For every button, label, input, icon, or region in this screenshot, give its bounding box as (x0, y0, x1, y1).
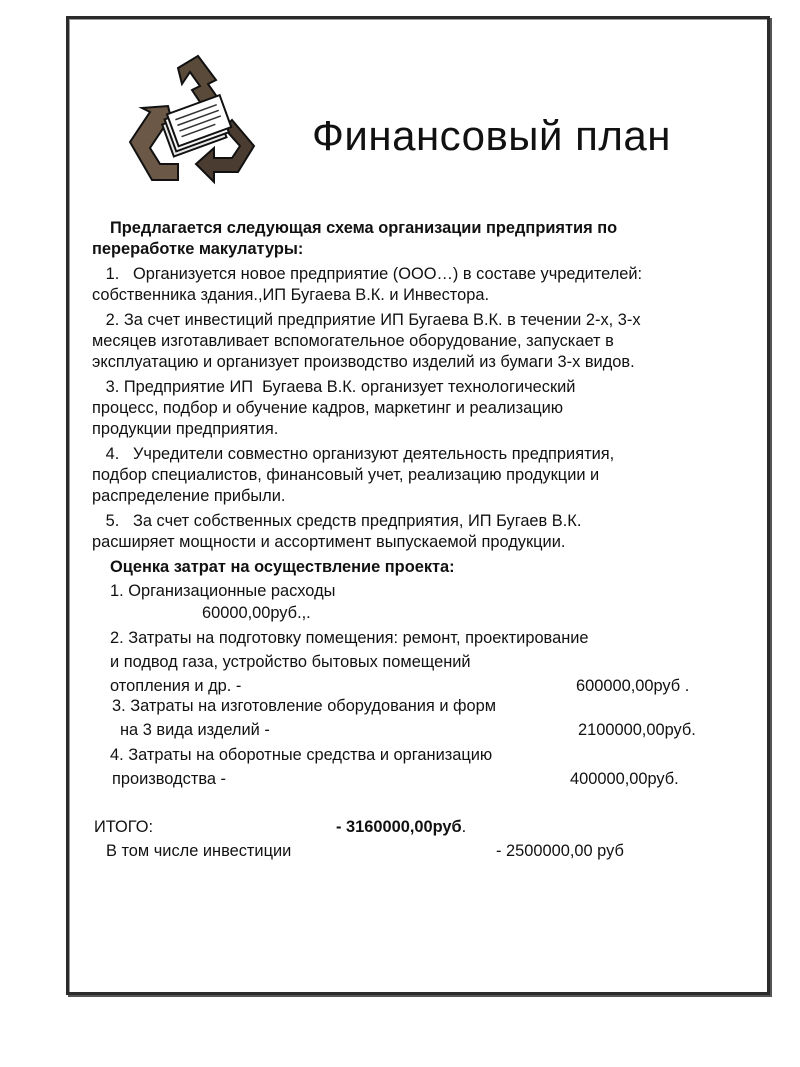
intro-heading (92, 218, 752, 260)
total-value: - 3160000,00руб (336, 818, 462, 836)
plan-item-3 (92, 377, 752, 440)
cost-1-label: 1. Организационные расходы (110, 582, 336, 600)
plan-item-3-line3: продукции предприятия. (92, 420, 279, 438)
plan-item-2-line3: эксплуатацию и организует производство изделий из бумаги 3-х видов. (92, 353, 635, 371)
total-value-wrap (336, 818, 466, 837)
costs-heading: Оценка затрат на осуществление проекта: (110, 558, 455, 576)
plan-item-1 (92, 264, 752, 306)
cost-4-line2: производства - (112, 770, 226, 788)
recycle-paper-icon (120, 50, 268, 190)
plan-item-4-line3: распределение прибыли. (92, 487, 286, 505)
cost-2-value: 600000,00руб . (576, 677, 690, 695)
plan-item-2 (92, 310, 752, 373)
plan-item-4-line2: подбор специалистов, финансовый учет, реализацию продукции и (92, 466, 600, 484)
plan-body (92, 218, 752, 557)
plan-item-5 (92, 511, 752, 553)
plan-item-3-line1: 3. Предприятие ИП Бугаева В.К. организует технологический (92, 378, 576, 396)
total-label: ИТОГО: (94, 818, 154, 836)
plan-item-3-line2: процесс, подбор и обучение кадров, маркетинг и реализацию (92, 399, 564, 417)
plan-item-2-line1: 2. За счет инвестиций предприятие ИП Бугаева В.К. в течении 2-х, 3-х (92, 311, 641, 329)
cost-1-value: 60000,00руб.,. (202, 604, 311, 622)
intro-heading-line2: переработке макулатуры: (92, 240, 304, 258)
cost-3-line2: на 3 вида изделий - (120, 721, 270, 739)
plan-item-5-line1: 5. За счет собственных средств предприятия, ИП Бугаев В.К. (92, 512, 582, 530)
plan-item-4-line1: 4. Учредители совместно организуют деятельность предприятия, (92, 445, 615, 463)
plan-item-1-line1: 1. Организуется новое предприятие (ООО…) в составе учредителей: (92, 265, 643, 283)
investment-label: В том числе инвестиции (106, 842, 292, 860)
cost-3-line1: 3. Затраты на изготовление оборудования и форм (112, 697, 497, 715)
cost-4-line1: 4. Затраты на оборотные средства и организацию (110, 746, 493, 764)
cost-3-value: 2100000,00руб. (578, 721, 696, 739)
plan-item-2-line2: месяцев изготавливает вспомогательное оборудование, запускает в (92, 332, 614, 350)
investment-value: - 2500000,00 руб (496, 842, 624, 860)
cost-2-line3: отопления и др. - (110, 677, 242, 695)
plan-item-4 (92, 444, 752, 507)
intro-heading-line1: Предлагается следующая схема организации предприятия по (110, 219, 618, 237)
cost-2-line2: и подвод газа, устройство бытовых помещений (110, 653, 471, 671)
plan-item-1-line2: собственника здания.,ИП Бугаева В.К. и Инвестора. (92, 286, 490, 304)
page-title: Финансовый план (312, 112, 671, 159)
cost-2-line1: 2. Затраты на подготовку помещения: ремонт, проектирование (110, 629, 589, 647)
total-value-dot: . (461, 818, 467, 836)
cost-4-value: 400000,00руб. (570, 770, 679, 788)
plan-item-5-line2: расширяет мощности и ассортимент выпускаемой продукции. (92, 533, 566, 551)
